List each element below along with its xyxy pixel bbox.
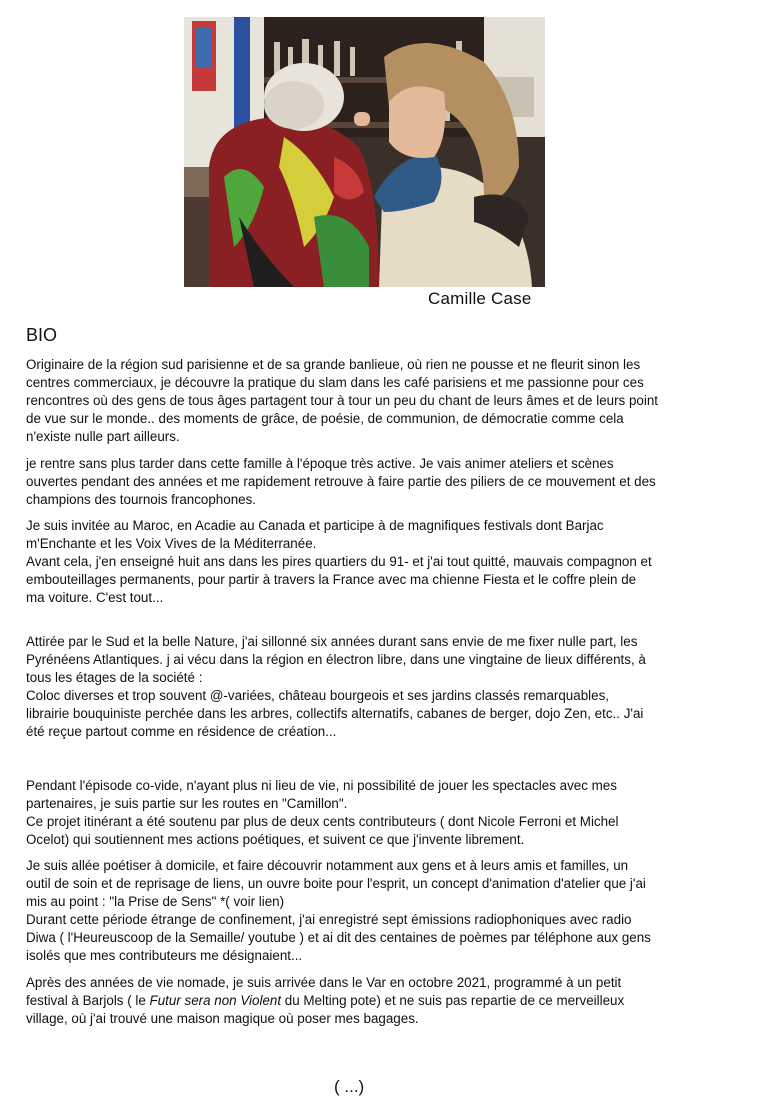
bio-paragraph-5 <box>26 777 751 849</box>
bio-line: Après des années de vie nomade, je suis arrivée dans le Var en octobre 2021, programmé à un petit <box>26 975 622 990</box>
bio-line: Pyrénéens Atlantiques. j ai vécu dans la région en électron libre, dans une vingtaine de lieux différents, à <box>26 652 646 667</box>
bio-paragraph-7 <box>26 974 751 1028</box>
bio-line: ouvertes pendant des années et me rapidement retrouve à faire partie des piliers de ce mouvement et des <box>26 474 656 489</box>
continuation-ellipsis: ( ...) <box>334 1077 365 1096</box>
line-text: du Melting pote) et ne suis pas repartie de ce merveilleux <box>281 993 625 1008</box>
bio-line: n'existe nulle part ailleurs. <box>26 429 180 444</box>
bio-line <box>26 992 751 1010</box>
bio-line: Je suis invitée au Maroc, en Acadie au Canada et participe à de magnifiques festivals dont Barjac <box>26 518 604 533</box>
bio-line: tous les étages de la société : <box>26 670 203 685</box>
bio-line: isolés que mes contributeurs me désignaient... <box>26 948 303 963</box>
bio-line: outil de soin et de reprisage de liens, un ouvre boite pour l'esprit, un concept d'animation d'atelier que j'ai <box>26 876 646 891</box>
portrait-photo <box>184 17 545 287</box>
bio-paragraph-3 <box>26 517 751 607</box>
bio-line: embouteillages permanents, pour partir à travers la France avec ma chienne Fiesta et le coffre plein de <box>26 572 637 587</box>
bio-paragraph-2 <box>26 455 751 509</box>
line-text: festival à Barjols ( le <box>26 993 150 1008</box>
bio-line: Diwa ( l'Heureuscoop de la Semaille/ youtube ) et ai dit des centaines de poèmes par téléphone aux gens <box>26 930 651 945</box>
bio-line: Ocelot) qui soutiennent mes actions poétiques, et suivent ce que j'invente librement. <box>26 832 525 847</box>
bio-line: Je suis allée poétiser à domicile, et faire découvrir notamment aux gens et à leurs amis et familles, un <box>26 858 629 873</box>
bio-line: rencontres où des gens de tous âges partagent tour à tour un peu du chant de leurs âmes et de leurs point <box>26 393 659 408</box>
bio-line: mis au point : "la Prise de Sens" *( voir lien) <box>26 894 285 909</box>
bio-line: été reçue partout comme en résidence de création... <box>26 724 337 739</box>
bio-line: Attirée par le Sud et la belle Nature, j'ai sillonné six années durant sans envie de me fixer nulle part, les <box>26 634 638 649</box>
bio-paragraph-6 <box>26 857 751 965</box>
bio-line: champions des tournois francophones. <box>26 492 257 507</box>
bio-line: Ce projet itinérant a été soutenu par plus de deux cents contributeurs ( dont Nicole Ferroni et Michel <box>26 814 619 829</box>
bio-line: ma voiture. C'est tout... <box>26 590 164 605</box>
bio-line: de vue sur le monde.. des moments de grâce, de poésie, de communion, de démocratie comme cela <box>26 411 624 426</box>
bio-paragraph-1 <box>26 356 751 446</box>
bio-line: librairie bouquiniste perchée dans les arbres, collectifs alternatifs, cabanes de berger, dojo Zen, etc.. J'ai <box>26 706 644 721</box>
photo-caption: Camille Case <box>428 289 532 308</box>
bio-line: Coloc diverses et trop souvent @-variées, château bourgeois et ses jardins classés remarquables, <box>26 688 609 703</box>
bio-paragraph-4 <box>26 633 751 741</box>
bio-line: village, où j'ai trouvé une maison magique où poser mes bagages. <box>26 1011 419 1026</box>
bio-line: je rentre sans plus tarder dans cette famille à l'époque très active. Je vais animer ateliers et scènes <box>26 456 614 471</box>
bio-line: Durant cette période étrange de confinement, j'ai enregistré sept émissions radiophoniques avec radio <box>26 912 632 927</box>
festival-title: Futur sera non Violent <box>149 993 282 1008</box>
bio-line: Pendant l'épisode co-vide, n'ayant plus ni lieu de vie, ni possibilité de jouer les spectacles avec mes <box>26 778 617 793</box>
bio-heading: BIO <box>26 325 58 345</box>
bio-line: Originaire de la région sud parisienne et de sa grande banlieue, où rien ne pousse et ne fleurit sinon les <box>26 357 641 372</box>
bio-line: centres commerciaux, je découvre la pratique du slam dans les café parisiens et me passionne pour ces <box>26 375 644 390</box>
bio-line: partenaires, je suis partie sur les routes en "Camillon". <box>26 796 348 811</box>
bio-line: Avant cela, j'en enseigné huit ans dans les pires quartiers du 91- et j'ai tout quitté, mauvais compagnon et <box>26 554 652 569</box>
bio-line: m'Enchante et les Voix Vives de la Méditerranée. <box>26 536 317 551</box>
